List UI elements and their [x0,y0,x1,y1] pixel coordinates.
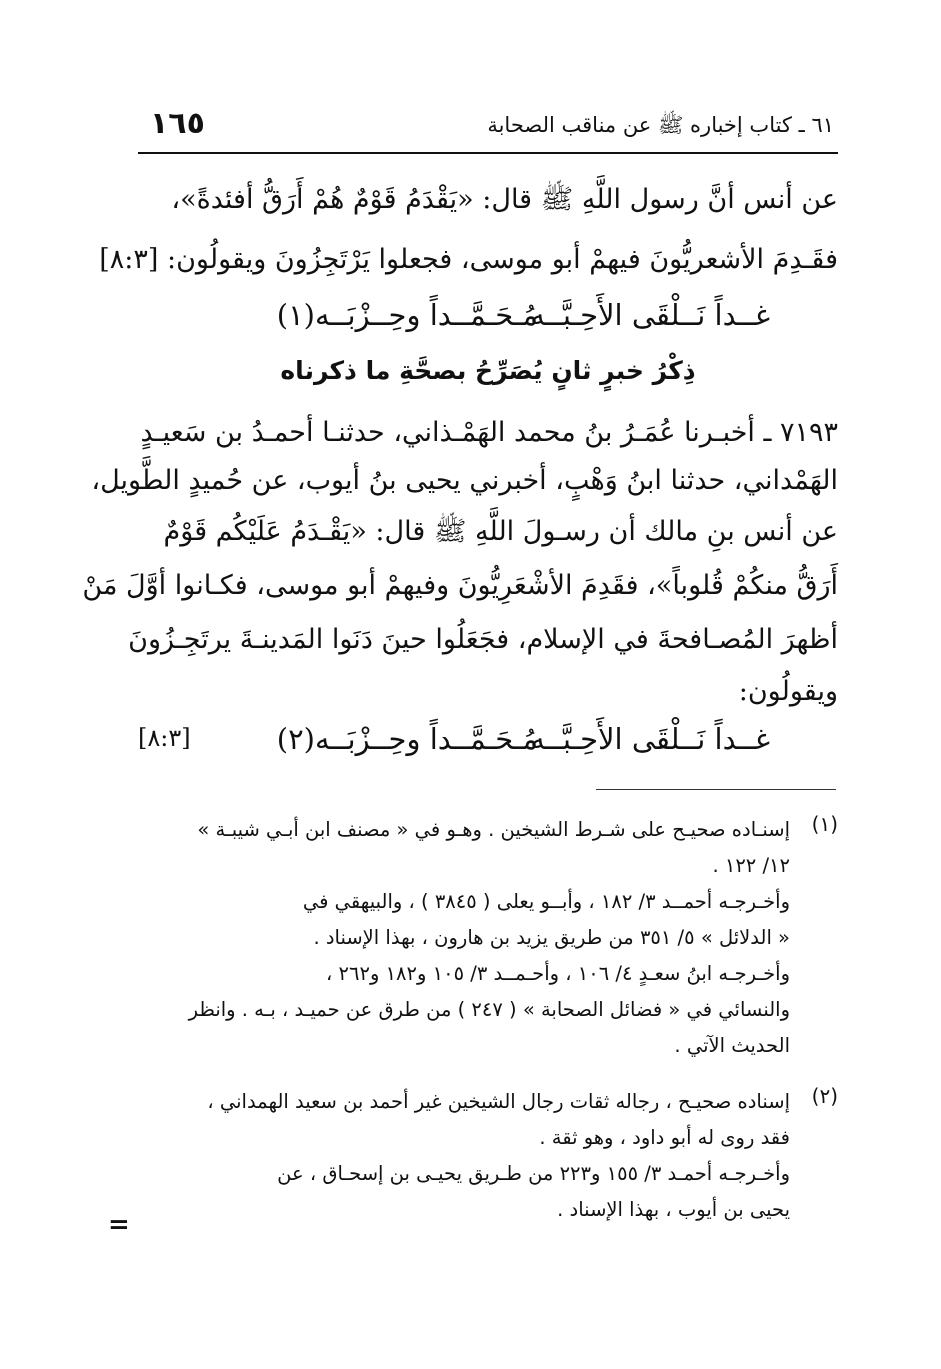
footnote-separator [596,789,836,790]
footnote-line: يحيى بن أيوب ، بهذا الإسناد . [557,1198,790,1221]
footnote-line: إسنـاده صحيـح على شـرط الشيخين . وهـو في « مصنف ابن أبـي شيبـة » [197,818,790,841]
text-line: عن أنس أنَّ رسول اللَّهِ ﷺ قال: «يَقْدَمُ قَوْمٌ هُمْ أَرَقُّ أفئدةً»، [171,184,838,215]
footnote-line: وأخـرجـه أحمـد ٣/ ١٥٥ و٢٢٣ من طـريق يحيـى بن إسحـاق ، عن [277,1162,790,1185]
text-line: الهَمْداني، حدثنا ابنُ وَهْبٍ، أخبرني يحيى بنُ أيوب، عن حُميدٍ الطَّويل، [91,465,838,496]
verse-hemistich-second: مُـحَـمَّــداً وحِــزْبَــه(٢) [276,722,538,756]
footnote-line: فقد روى له أبو داود ، وهو ثقة . [539,1126,790,1149]
footnote-body [138,956,790,1064]
footnote-line: والنسائي في « فضائل الصحابة » ( ٢٤٧ ) من طرق عن حميـد ، بـه . وانظر [188,998,790,1021]
footnote-line: ١٢/ ١٢٢ . [712,854,790,877]
footnote [138,1156,838,1228]
verse-hemistich-first: غــداً نَــلْقَى الأَحِـبَّــه [530,298,770,332]
poetry-verse-2 [138,722,838,768]
footnote-line: إسناده صحيـح ، رجاله ثقات رجال الشيخين غير أحمد بن سعيد الهمداني ، [207,1090,790,1113]
footnote-number: (٢) [811,1084,838,1108]
page-number: ١٦٥ [150,106,205,141]
verse-hemistich-second: مُـحَـمَّــداً وحِــزْبَــه(١) [276,298,538,332]
footnote [138,884,838,956]
poetry-verse-1 [138,298,838,344]
text-line: ٧١٩٣ ـ أخبـرنا عُمَـرُ بنُ محمد الهَمْـذاني، حدثنـا أحمـدُ بن سَعيـدٍ [140,417,838,448]
footnote [138,956,838,1064]
hadith-paragraph-2 [82,409,838,717]
text-line: أَرَقُّ منكُمْ قُلوباً»، فقَدِمَ الأشْعَرِيُّونَ وفيهمْ أبو موسى، فكـانوا أوَّلَ مَنْ [82,570,838,601]
footnote-line: الحديث الآتي . [674,1034,790,1057]
verse-reference: [٨:٣] [138,724,191,752]
text-line: فقَـدِمَ الأشعريُّونَ فيهمْ أبو موسى، فجعلوا يَرْتَجِزُونَ ويقولُون: [٨:٣] [99,244,838,275]
page-header [138,102,838,154]
footnote-body [138,1156,790,1228]
text-line: ويقولُون: [738,676,838,707]
footnote-line: وأخـرجـه أحمــد ٣/ ١٨٢ ، وأبــو يعلى ( ٣٨٤٥ ) ، والبيهقي في [302,890,790,913]
footnote-body [138,1084,790,1156]
footnote-number: (١) [811,812,838,836]
footnote-line: وأخـرجـه ابنُ سعـدٍ ٤/ ١٠٦ ، وأحـمــد ٣/ ١٠٥ و١٨٢ و٢٦٢ ، [326,962,790,985]
footnote [138,1084,838,1156]
section-subheading: ذِكْرُ خبرٍ ثانٍ يُصَرِّحُ بصحَّةِ ما ذكرناه [280,356,696,385]
verse-hemistich-first: غــداً نَــلْقَى الأَحِـبَّــه [530,722,770,756]
footnote-line: « الدلائل » ٥/ ٣٥١ من طريق يزيد بن هارون ، بهذا الإسناد . [313,926,790,949]
text-line: أظهرَ المُصـافحةَ في الإسلام، فجَعَلُوا حينَ دَنَوا المَدينـةَ يرتَجِـزُونَ [128,624,838,655]
running-title: ٦١ ـ كتاب إخباره ﷺ عن مناقب الصحابة [487,113,834,137]
footnote-body [138,884,790,956]
hadith-paragraph-1 [99,170,838,290]
footnote [138,812,838,884]
text-line: عن أنس بنِ مالك أن رسـولَ اللَّهِ ﷺ قال: «يَقْـدَمُ عَلَيْكُم قَوْمٌ [163,516,838,547]
footnote-body [138,812,790,884]
continuation-mark: = [108,1210,130,1240]
